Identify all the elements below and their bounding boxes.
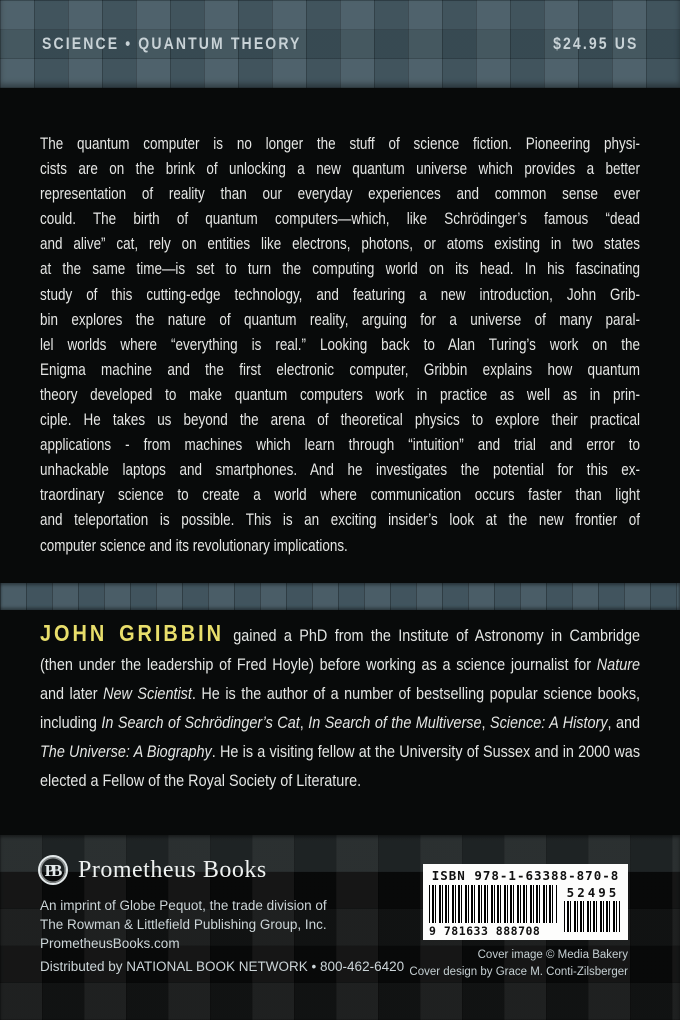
category-label: SCIENCE • QUANTUM THEORY	[42, 34, 302, 53]
ean13-barcode	[429, 885, 557, 938]
synopsis-line: at the same time—is set to turn the computing world on its head. In his fascinating	[40, 259, 640, 279]
synopsis-line: lel worlds where “everything is real.” Looking back to Alan Turing’s work on the	[40, 334, 640, 354]
synopsis-line: theory developed to make quantum computers work in practice as well as in prin-	[40, 384, 640, 404]
divider-strip	[0, 583, 680, 610]
author-bio	[40, 619, 640, 795]
barcode-bars-row	[429, 885, 622, 938]
synopsis-line: and teleportation is possible. This is an exciting insider’s look at the new frontier of	[40, 510, 640, 530]
synopsis-line: applications - from machines which learn through “intuition” and trial and error to	[40, 435, 640, 455]
price-addon-barcode	[564, 885, 622, 938]
logo-monogram: PB	[44, 860, 59, 880]
synopsis-line: The quantum computer is no longer the stuff of science fiction. Pioneering physi-	[40, 134, 640, 153]
ean13-digits: 9 781633 888708	[429, 924, 541, 938]
imprint-line-2: The Rowman & Littlefield Publishing Group, Inc.	[40, 917, 327, 932]
synopsis-line: study of this cutting-edge technology, and featuring a new introduction, John Grib-	[40, 284, 640, 304]
imprint-line-1: An imprint of Globe Pequot, the trade division of	[40, 898, 327, 913]
publisher-row	[38, 855, 267, 885]
cover-design-credit: Cover design by Grace M. Conti-Zilsberger	[409, 965, 628, 978]
bottom-panel	[0, 835, 680, 1020]
synopsis-line: bin explores the nature of quantum reality, arguing for a universe of many paral-	[40, 309, 640, 329]
synopsis-line: could. The birth of quantum computers—which, like Schrödinger’s famous “dead	[40, 209, 640, 229]
cover-credits	[409, 947, 628, 980]
cover-image-credit: Cover image © Media Bakery	[477, 949, 628, 961]
author-bio-text: gained a PhD from the Institute of Astronomy in Cambridge (then under the leadership of Fred Hoyle) before working as a science journalist for Nature and later New Scientist. He is the author of a number of bestselling popular science books, including In Search of Schrödinger’s Cat, In Search of the Multiverse, Science: A History, and The Universe: A Biography. He is a visiting fellow at the University of Sussex and in 2000 was elected a Fellow of the Royal Society of Literature.	[40, 626, 641, 790]
top-banner	[0, 0, 680, 88]
addon-bars-icon	[564, 901, 620, 932]
synopsis-line: Enigma machine and the first electronic computer, Gribbin explains how quantum	[40, 359, 640, 379]
price-label: $24.95 US	[552, 34, 638, 53]
isbn-label: ISBN 978-1-63388-870-8	[431, 868, 620, 883]
synopsis-line: and alive” cat, rely on entities like electrons, photons, or atoms existing in two states	[40, 234, 640, 254]
addon-digits: 52495	[566, 885, 620, 900]
isbn-barcode	[423, 864, 628, 940]
synopsis-line: representation of reality than our everyday experiences and common sense ever	[40, 184, 640, 204]
publisher-name: Prometheus Books	[78, 856, 267, 883]
author-name: JOHN GRIBBIN	[40, 620, 224, 646]
imprint-block	[40, 896, 327, 953]
synopsis-line: computer science and its revolutionary implications.	[40, 535, 348, 555]
publisher-website: PrometheusBooks.com	[40, 936, 180, 951]
prometheus-books-logo-icon	[38, 855, 68, 885]
synopsis-line: unhackable laptops and smartphones. And he investigates the potential for this ex-	[40, 460, 640, 480]
synopsis-line: traordinary science to create a world where communication occurs faster than light	[40, 485, 640, 505]
synopsis	[40, 131, 640, 558]
synopsis-line: cists are on the brink of unlocking a new quantum universe which provides a better	[40, 159, 640, 179]
synopsis-line: ciple. He takes us beyond the arena of theoretical physics to explore their practical	[40, 410, 640, 430]
ean13-bars-icon	[429, 885, 557, 923]
distribution-line: Distributed by NATIONAL BOOK NETWORK • 800-462-6420	[40, 959, 405, 974]
